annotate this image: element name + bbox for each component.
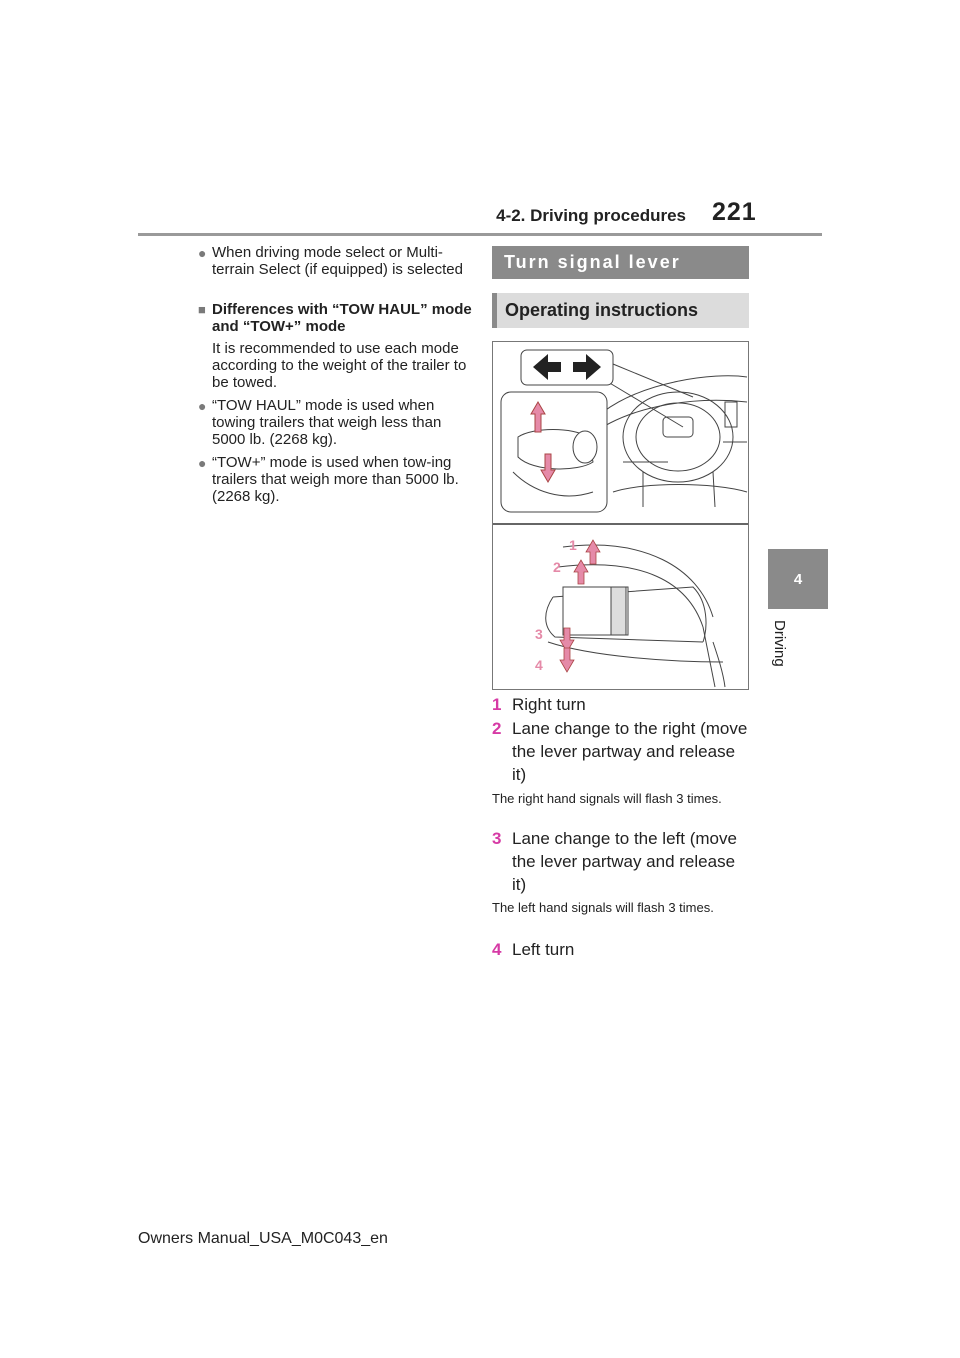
turn-signal-illustration (493, 342, 748, 689)
list-item (492, 827, 749, 896)
item-text: Lane change to the right (move the lever partway and release it) (512, 719, 748, 784)
chapter-tab (768, 549, 828, 609)
bullet-text: “TOW HAUL” mode is used when towing trailers that weigh less than 5000 lb. (2268 kg). (212, 397, 442, 448)
lever-inset (501, 392, 607, 512)
list-item (492, 938, 749, 961)
bullet-dot-icon: ● (198, 398, 207, 414)
note-text: The left hand signals will flash 3 times. (492, 900, 714, 915)
item-text: Left turn (512, 940, 575, 959)
turn-signal-figure (492, 341, 749, 690)
paragraph: It is recommended to use each mode according to the weight of the trailer to be towed. (212, 340, 467, 391)
bullet-item (198, 397, 472, 448)
square-bullet-icon: ■ (198, 302, 206, 317)
manual-footer: Owners Manual_USA_M0C043_en (138, 1230, 388, 1247)
chapter-label (770, 620, 790, 700)
subsection-heading: Operating instructions (492, 293, 749, 328)
bullet-dot-icon: ● (198, 455, 207, 471)
list-item (492, 717, 749, 786)
stalk-drawing (546, 545, 725, 687)
bullet-text: When driving mode select or Multi-terrain Select (if equipped) is selected (212, 244, 463, 278)
section-heading: Turn signal lever (492, 246, 749, 279)
header-rule (138, 233, 822, 236)
subsection-heading (198, 301, 472, 335)
bullet-item (198, 454, 472, 505)
item-number: 4 (492, 940, 502, 959)
figure-label-4: 4 (535, 657, 543, 673)
figure-label-3: 3 (535, 626, 543, 642)
chapter-number: 4 (793, 570, 803, 588)
bullet-text: “TOW+” mode is used when tow-ing trailers that weigh more than 5000 lb. (2268 kg). (212, 454, 459, 505)
item-text: Lane change to the left (move the lever partway and release it) (512, 829, 737, 894)
figure-label-1: 1 (569, 537, 577, 553)
list-item (492, 693, 749, 716)
chapter-label-text: Driving (771, 620, 788, 667)
item-text: Right turn (512, 695, 586, 714)
dashboard-drawing (588, 376, 747, 507)
item-number: 1 (492, 695, 502, 714)
bullet-item (198, 244, 472, 278)
item-number: 3 (492, 829, 502, 848)
subsection-heading-text: Differences with “TOW HAUL” mode and “TOW+” mode (212, 301, 472, 335)
page-number: 221 (712, 198, 757, 226)
figure-label-2: 2 (553, 559, 561, 575)
note-text: The right hand signals will flash 3 times. (492, 791, 722, 806)
arrow-box (521, 350, 613, 385)
section-title: 4-2. Driving procedures (496, 206, 686, 225)
item-number: 2 (492, 719, 502, 738)
bullet-dot-icon: ● (198, 245, 207, 261)
